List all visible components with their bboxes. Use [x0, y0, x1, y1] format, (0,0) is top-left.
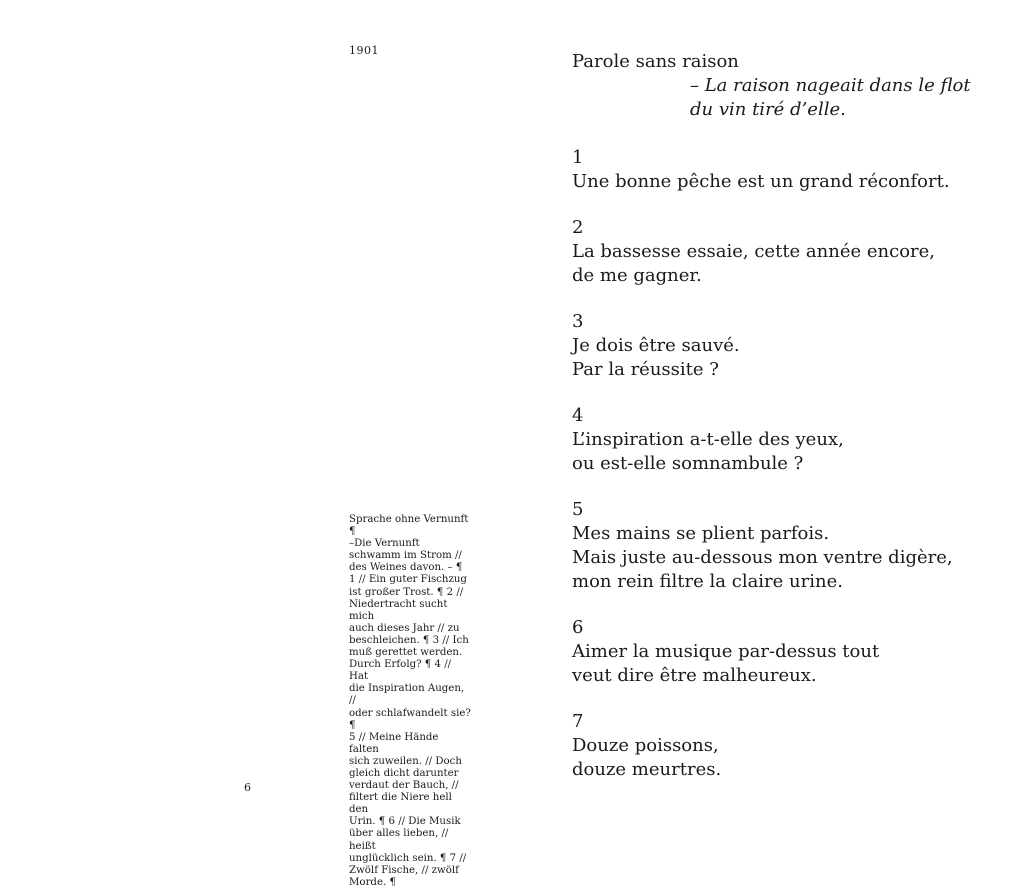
stanza-number: 7	[572, 711, 584, 732]
german-translation: Sprache ohne Vernunft ¶ –Die Vernunft schwamm im Strom // des Weines davon. – ¶ 1 // Ein guter Fischzug ist großer Trost. ¶ 2 // Niedertracht sucht mich auch dieses Jahr // zu beschleichen. ¶ 3 // Ich muß gerettet werden. Durch Erfolg? ¶ 4 // Hat die Inspiration Augen, // oder schlafwandelt sie? ¶ 5 // Meine Hände falten sich zuweilen. // Doch gleich dicht darunter verdaut der Bauch, // filtert die Niere hell den Urin. ¶ 6 // Die Musik über alles lieben, // heißt unglücklich sein. ¶ 7 // Zwölf Fische, // zwölf Morde. ¶	[349, 514, 471, 888]
poem	[572, 50, 1012, 782]
stanza-6	[572, 616, 1012, 688]
page-number: 6	[244, 781, 251, 794]
stanza-number: 3	[572, 311, 584, 332]
stanza-number: 5	[572, 499, 584, 520]
stanza-text: La bassesse essaie, cette année encore, de me gagner.	[572, 241, 936, 286]
stanza-text: Mes mains se plient parfois. Mais juste au-dessous mon ventre digère, mon rein filtre la claire urine.	[572, 523, 953, 592]
poem-title: Parole sans raison	[572, 51, 739, 72]
stanza-text: Douze poissons, douze meurtres.	[572, 735, 722, 780]
stanza-number: 2	[572, 217, 584, 238]
stanza-number: 6	[572, 617, 584, 638]
stanza-list	[572, 146, 1012, 782]
stanza-text: Je dois être sauvé. Par la réussite ?	[572, 335, 740, 380]
stanza-5	[572, 498, 1012, 594]
stanza-number: 4	[572, 405, 584, 426]
stanza-7	[572, 710, 1012, 782]
stanza-2	[572, 216, 1012, 288]
stanza-number: 1	[572, 147, 584, 168]
stanza-text: Une bonne pêche est un grand réconfort.	[572, 171, 950, 192]
stanza-1	[572, 146, 1012, 194]
stanza-4	[572, 404, 1012, 476]
year-heading: 1901	[349, 44, 379, 57]
poem-epigraph: – La raison nageait dans le flot du vin tiré d’elle.	[690, 75, 971, 120]
stanza-text: Aimer la musique par-dessus tout veut dire être malheureux.	[572, 641, 880, 686]
stanza-3	[572, 310, 1012, 382]
stanza-text: L’inspiration a-t-elle des yeux, ou est-elle somnambule ?	[572, 429, 844, 474]
